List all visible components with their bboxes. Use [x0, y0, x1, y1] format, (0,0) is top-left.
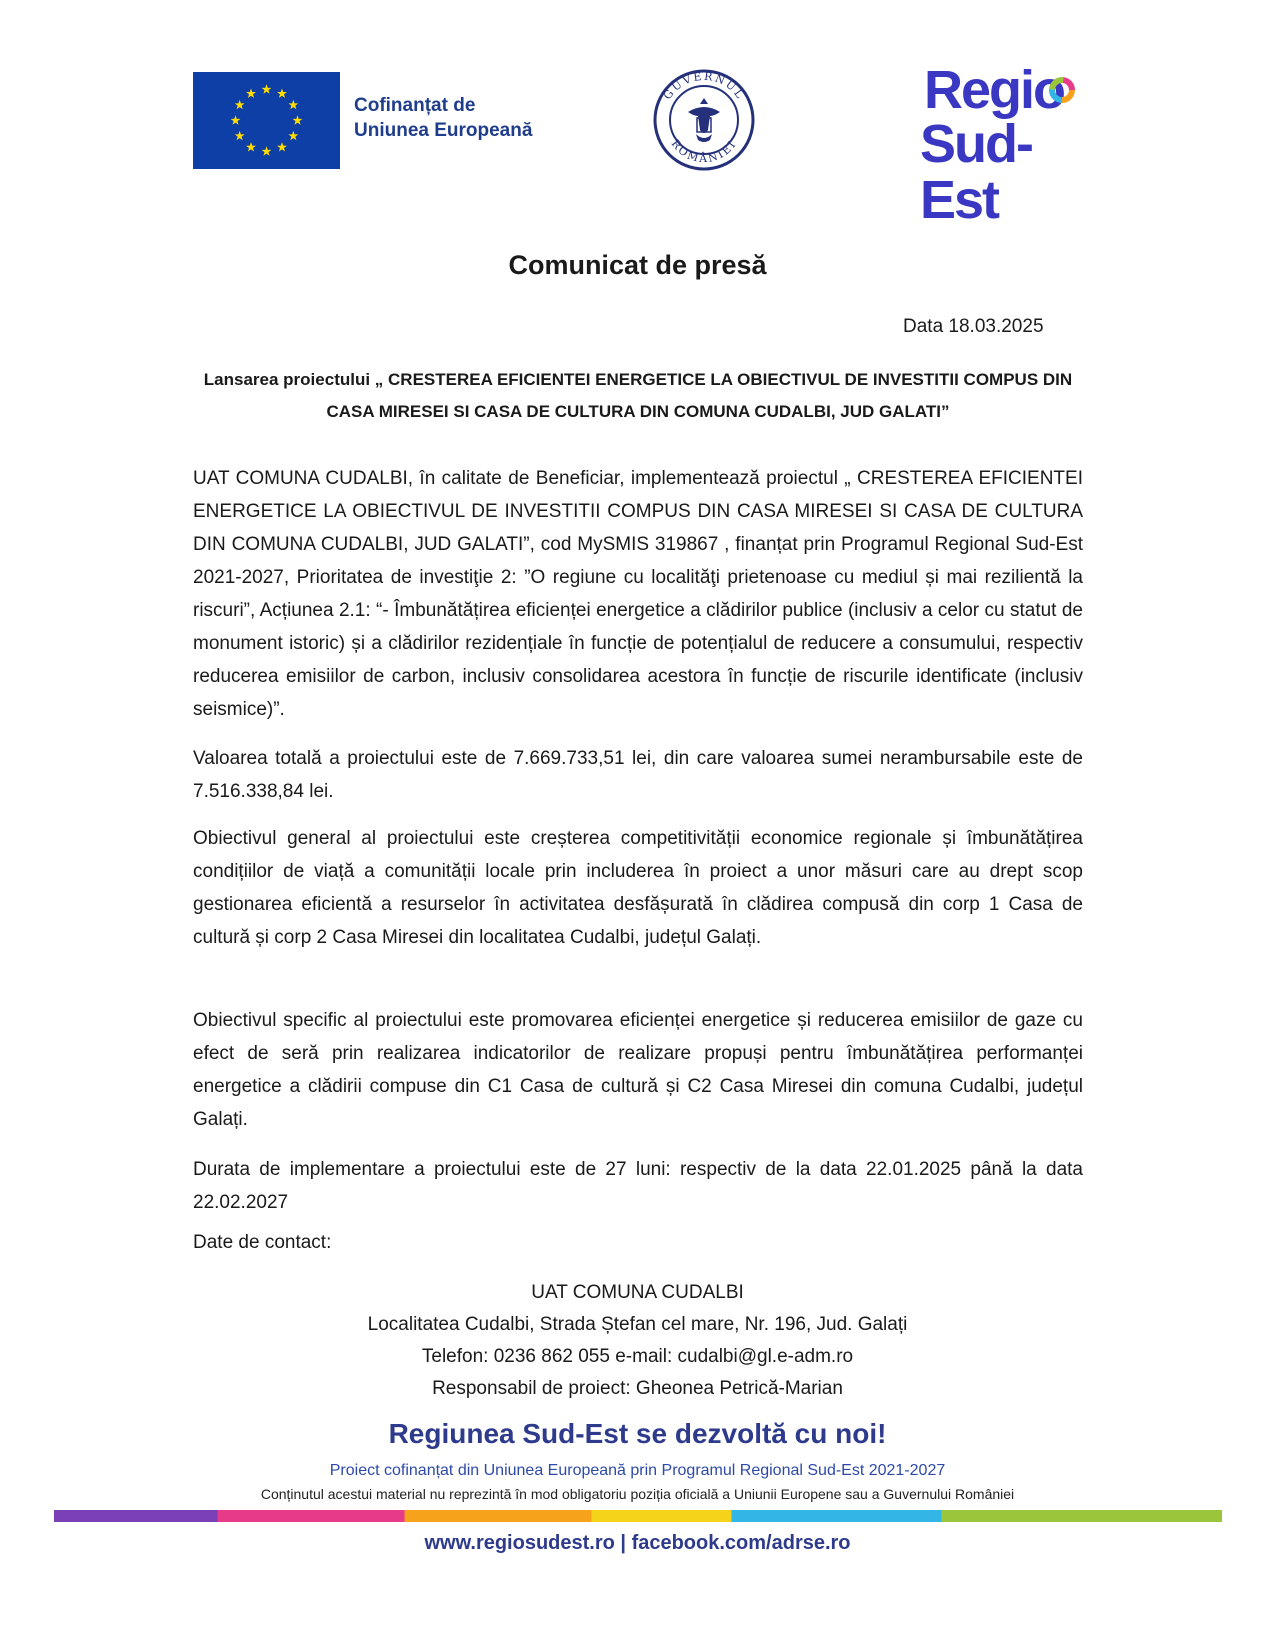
contact-block	[0, 1277, 1275, 1405]
eagle-icon	[688, 98, 720, 142]
eu-line-1: Cofinanțat de	[354, 95, 476, 116]
document-date: Data 18.03.2025	[903, 316, 1044, 337]
seal-top-text: GUVERNUL	[660, 69, 748, 103]
contact-phone-email: Telefon: 0236 862 055 e-mail: cudalbi@gl.e-adm.ro	[421, 1346, 854, 1367]
sud-est-text: Sud-Est	[920, 114, 1032, 230]
paragraph-specific-objective: Obiectivul specific al proiectului este promovarea eficienței energetice și reducerea emisiilor de gaze cu efect de seră prin realizarea indicatorilor de realizare propuși pentru îmbunătățirea performanței energetice a clădirii compuse din C1 Casa de cultură și C2 Casa Miresei din comuna Cudalbi, județul Galați.	[193, 1010, 1083, 1130]
contact-org: UAT COMUNA CUDALBI	[531, 1282, 744, 1303]
regio-sud-est-logo	[918, 60, 1088, 230]
eu-stars-icon	[193, 72, 340, 169]
project-subject: Lansarea proiectului „ CRESTEREA EFICIENTEI ENERGETICE LA OBIECTIVUL DE INVESTITII COMPUS DIN CASA MIRESEI SI CASA DE CULTURA DIN COMUNA CUDALBI, JUD GALATI”	[203, 370, 1073, 421]
regio-ring-icon	[1048, 76, 1076, 104]
contact-responsible: Responsabil de proiect: Gheonea Petrică-Marian	[432, 1378, 843, 1399]
footer-slogan: Regiunea Sud-Est se dezvoltă cu noi!	[388, 1418, 887, 1449]
contact-address: Localitatea Cudalbi, Strada Ștefan cel mare, Nr. 196, Jud. Galați	[367, 1314, 908, 1335]
eu-cofinance-label	[354, 93, 532, 143]
page-title: Comunicat de presă	[508, 250, 767, 280]
paragraph-intro: UAT COMUNA CUDALBI, în calitate de Beneficiar, implementează proiectul „ CRESTEREA EFICIENTEI ENERGETICE LA OBIECTIVUL DE INVESTITII COMPUS DIN CASA MIRESEI SI CASA DE CULTURA DIN COMUNA CUDALBI, JUD GALATI”, cod MySMIS 319867 , finanțat prin Programul Regional Sud-Est 2021-2027, Prioritatea de investiţie 2: ”O regiune cu localităţi prietenoase cu mediul și mai rezilientă la riscuri”, Acțiunea 2.1: “- Îmbunătățirea eficienței energetice a clădirilor publice (inclusiv a celor cu statut de monument istoric) și a clădirilor rezidențiale în funcție de potențialul de reducere a consumului, respectiv reducerea emisiilor de carbon, inclusiv consolidarea acestora în funcție de riscurile identificate (inclusiv seismice)”.	[193, 468, 1083, 720]
paragraph-value: Valoarea totală a proiectului este de 7.669.733,51 lei, din care valoarea sumei nerambursabile este de 7.516.338,84 lei.	[193, 748, 1083, 802]
contact-label: Date de contact:	[193, 1232, 332, 1253]
seal-bottom-text: ROMÂNIEI	[668, 137, 740, 166]
eu-flag-logo	[193, 72, 340, 169]
government-seal-logo	[652, 68, 756, 172]
eu-line-2: Uniunea Europeană	[354, 120, 533, 141]
footer-disclaimer: Conținutul acestui material nu reprezintă în mod obligatoriu poziția oficială a Uniunii Europene sau a Guvernului României	[260, 1486, 1015, 1502]
paragraph-general-objective: Obiectivul general al proiectului este creșterea competitivității economice regionale și îmbunătățirea condițiilor de viață a comunității locale prin includerea în proiect a unor măsuri care au drept scop gestionarea eficientă a resurselor în activitatea desfășurată în clădirea compusă din corp 1 Casa de cultură și corp 2 Casa Miresei din localitatea Cudalbi, județul Galați.	[193, 828, 1083, 948]
footer-color-bar	[54, 1510, 1222, 1522]
paragraph-duration: Durata de implementare a proiectului este de 27 luni: respectiv de la data 22.01.2025 până la data 22.02.2027	[193, 1159, 1083, 1213]
footer-project-line: Proiect cofinanțat din Uniunea Europeană prin Programul Regional Sud-Est 2021-2027	[329, 1462, 946, 1479]
regio-text: Regio	[924, 60, 1065, 120]
footer-links[interactable]: www.regiosudest.ro | facebook.com/adrse.ro	[424, 1532, 851, 1554]
